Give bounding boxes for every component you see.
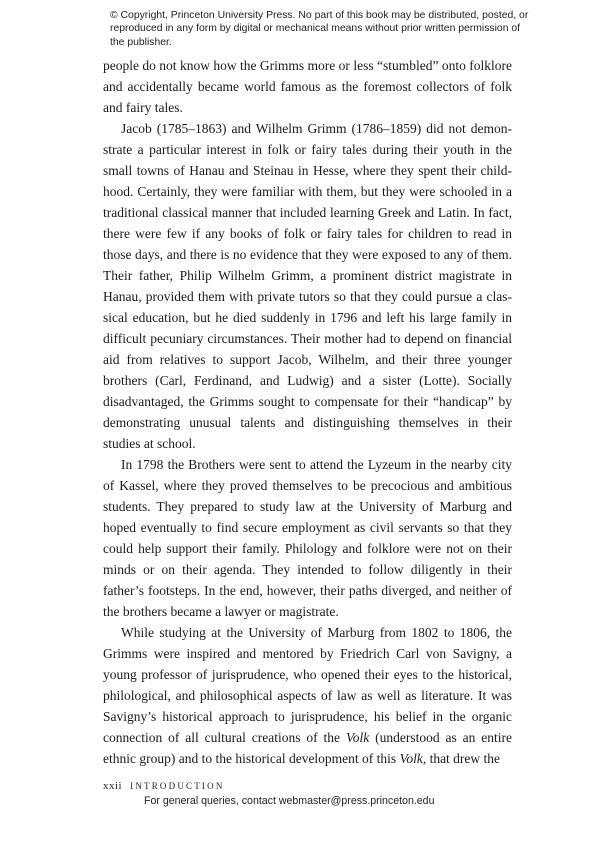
- paragraph-2: Jacob (1785–1863) and Wilhelm Grimm (1786–1859) did not demonstrate a particular interest in folk or fairy tales during their youth in the small towns of Hanau and Steinau in Hesse, where they spent their childhood. Certainly, they were familiar with them, but they were schooled in a traditional classical manner that included learning Greek and Latin. In fact, there were few if any books of folk or fairy tales for children to read in those days, and there is no evidence that they were exposed to any of them. Their father, Philip Wilhelm Grimm, a prominent district magistrate in Hanau, provided them with private tutors so that they could pursue a classical education, but he died suddenly in 1796 and left his large family in difficult pecuniary circumstances. Their mother had to depend on financial aid from relatives to support Jacob, Wilhelm, and their three younger brothers (Carl, Ferdinand, and Ludwig) and a sister (Lotte). Socially disadvantaged, the Grimms sought to compensate for their “handicap” by demonstrating unusual talents and distinguishing themselves in their studies at school.: [103, 121, 512, 451]
- paragraph-4: [103, 622, 512, 769]
- body-text: [103, 55, 512, 769]
- contact-line: For general queries, contact webmaster@press.princeton.edu: [144, 795, 435, 807]
- volk-term-1: Volk: [345, 730, 370, 745]
- paragraph-1: people do not know how the Grimms more or less “stumbled” onto folklore and accidentally became world famous as the foremost collectors of folk and fairy tales.: [103, 58, 512, 115]
- footer-folio: [103, 780, 225, 792]
- paragraph-3: In 1798 the Brothers were sent to attend the Lyzeum in the nearby city of Kassel, where they proved themselves to be precocious and ambitious students. They prepared to study law at the University of Marburg and hoped eventually to find secure employment as civil servants so that they could help support their family. Philology and folklore were not on their minds or on their agenda. They intended to follow diligently in their father’s footsteps. In the end, however, their paths diverged, and neither of the brothers became a lawyer or magistrate.: [103, 457, 512, 619]
- copyright-notice: © Copyright, Princeton University Press. No part of this book may be distributed, posted, or reproduced in any form by digital or mechanical means without prior written permission of the publisher.: [110, 10, 529, 48]
- page-number: xxii: [103, 780, 123, 792]
- paragraph-4-part-3: , that drew the: [422, 751, 501, 766]
- running-head: INTRODUCTION: [130, 781, 225, 791]
- paragraph-4-part-2: (understood as an entire ethnic group) and to the historical development of this: [103, 730, 512, 766]
- paragraph-4-part-1: While studying at the University of Marburg from 1802 to 1806, the Grimms were inspired and mentored by Friedrich Carl von Savigny, a young professor of jurisprudence, who opened their eyes to the historical, philological, and philosophical aspects of law as well as literature. It was Savigny’s historical approach to jurisprudence, his belief in the organic connection of all cultural creations of the: [103, 625, 512, 745]
- volk-term-2: Volk: [399, 751, 423, 766]
